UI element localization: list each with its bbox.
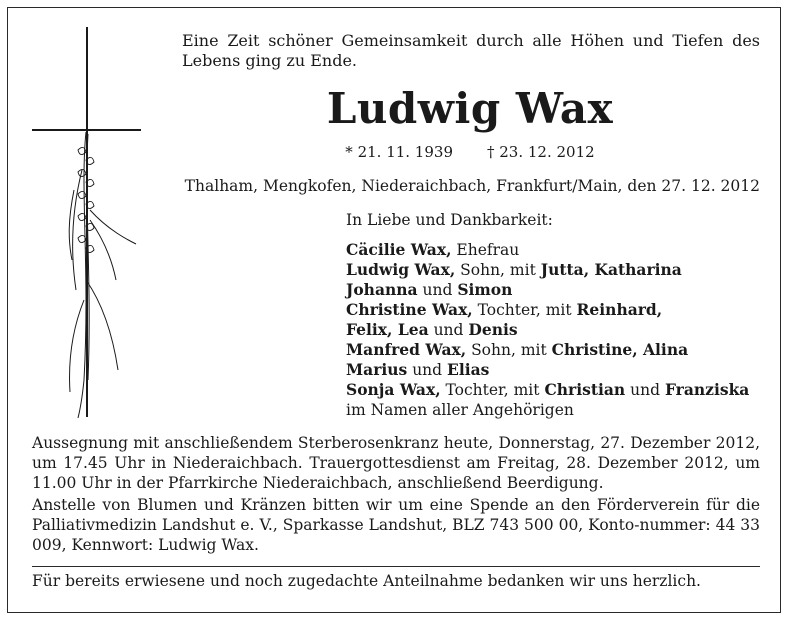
family-relation: Tochter, mit (472, 301, 577, 319)
family-relation: im Namen aller Angehörigen (346, 401, 574, 419)
family-line (346, 260, 766, 280)
family-name: Sonja Wax, (346, 380, 441, 399)
service-info (32, 433, 760, 557)
place-and-date: Thalham, Mengkofen, Niederaichbach, Frankfurt/Main, den 27. 12. 2012 (184, 177, 760, 195)
family-name: Christine Wax, (346, 300, 473, 319)
mourners-block (346, 210, 766, 420)
family-relation: und (428, 321, 469, 339)
family-relation: und (407, 361, 448, 379)
family-name: Christian (544, 380, 626, 399)
family-line (346, 400, 766, 420)
family-relation: Sohn, mit (455, 261, 541, 279)
family-line (346, 340, 766, 360)
family-line (346, 360, 766, 380)
wheat-icon (60, 130, 140, 420)
service-paragraph: Aussegnung mit anschließendem Sterberosenkranz heute, Donnerstag, 27. Dezember 2012, um 17.45 Uhr in Niederaichbach. Trauergottesdienst am Freitag, 28. Dezember 2012, um 11.00 Uhr in der Pfarrkirche Niederaichbach, anschließend Beerdigung. (32, 434, 760, 492)
birth-date: * 21. 11. 1939 (345, 143, 453, 161)
family-line (346, 240, 766, 260)
family-line (346, 380, 766, 400)
family-name: Johanna (346, 280, 418, 299)
divider (32, 566, 760, 567)
life-dates (180, 142, 760, 162)
family-line (346, 320, 766, 340)
family-relation: und (417, 281, 458, 299)
family-line (346, 280, 766, 300)
family-relation: und (625, 381, 665, 399)
family-name: Felix, Lea (346, 320, 429, 339)
family-name: Manfred Wax, (346, 340, 467, 359)
thanks-line: In Liebe und Dankbarkeit: (346, 211, 553, 229)
family-relation: Ehefrau (451, 241, 520, 259)
family-relation: Sohn, mit (466, 341, 552, 359)
family-name: Marius (346, 360, 408, 379)
family-list (346, 240, 766, 420)
closing-thanks: Für bereits erwiesene und noch zugedachte Anteilnahme bedanken wir uns herzlich. (32, 572, 701, 590)
family-line (346, 300, 766, 320)
family-name: Cäcilie Wax, (346, 240, 452, 259)
death-date: † 23. 12. 2012 (487, 143, 595, 161)
family-name: Ludwig Wax, (346, 260, 456, 279)
family-relation: Tochter, mit (440, 381, 545, 399)
family-name: Simon (457, 280, 513, 299)
family-name: Franziska (664, 380, 750, 399)
donation-paragraph: Anstelle von Blumen und Kränzen bitten wir um eine Spende an den Förderverein für die Palliativmedizin Landshut e. V., Sparkasse Landshut, BLZ 743 500 00, Konto-nummer: 44 33 009, Kennwort: Ludwig Wax. (32, 496, 760, 554)
family-name: Reinhard, (576, 300, 663, 319)
family-name: Elias (447, 360, 490, 379)
family-name: Jutta, Katharina (540, 260, 682, 279)
intro-text: Eine Zeit schöner Gemeinsamkeit durch alle Höhen und Tiefen des Lebens ging zu Ende. (182, 31, 760, 70)
family-name: Christine, Alina (551, 340, 689, 359)
deceased-name: Ludwig Wax (326, 84, 614, 133)
family-name: Denis (468, 320, 518, 339)
